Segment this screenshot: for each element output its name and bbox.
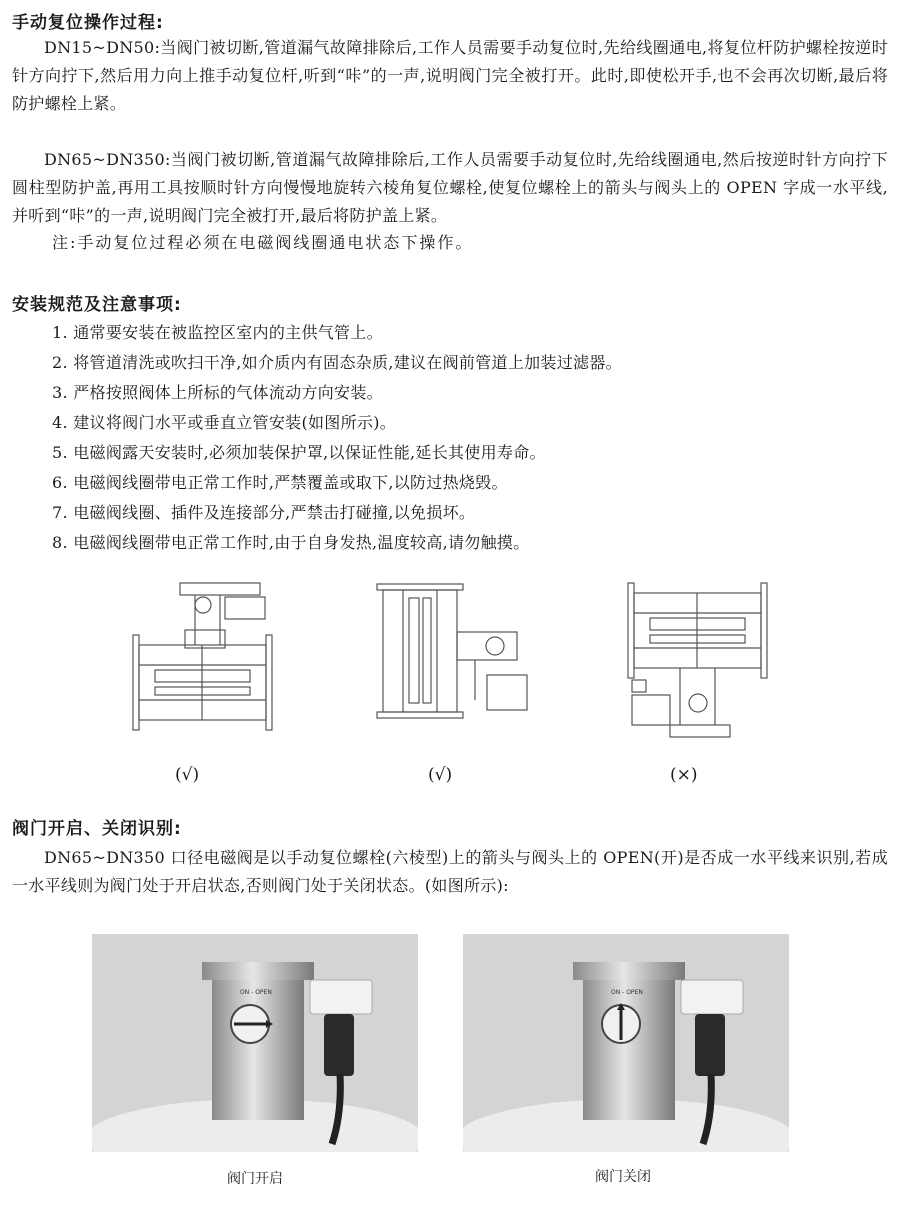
install-diagram-horizontal-up	[125, 575, 280, 740]
reset-note: 注:手动复位过程必须在电磁阀线圈通电状态下操作。	[52, 233, 474, 252]
identify-paragraph: DN65~DN350 口径电磁阀是以手动复位螺栓(六棱型)上的箭头与阀头上的 OPEN(开)是否成一水平线来识别,若成一水平线则为阀门处于开启状态,否则阀门处于关闭状态。(如图所示):	[12, 848, 888, 895]
reset-paragraph-small: DN15~DN50:当阀门被切断,管道漏气故障排除后,工作人员需要手动复位时,先给线圈通电,将复位杆防护螺栓按逆时针方向拧下,然后用力向上推手动复位杆,听到“咔”的一声,说明阀门完全被打开。此时,即使松开手,也不会再次切断,最后将防护螺栓上紧。	[12, 38, 888, 113]
valve-closed-photo	[463, 934, 789, 1152]
install-item: 3. 严格按照阀体上所标的气体流动方向安装。	[52, 383, 383, 402]
install-item: 7. 电磁阀线圈、插件及连接部分,严禁击打碰撞,以免损坏。	[52, 503, 476, 522]
valve-closed-caption: 阀门关闭	[595, 1169, 651, 1185]
install-item: 6. 电磁阀线圈带电正常工作时,严禁覆盖或取下,以防过热烧毁。	[52, 473, 508, 492]
identify-title: 阀门开启、关闭识别:	[12, 819, 182, 839]
install-item: 2. 将管道清洗或吹扫干净,如介质内有固态杂质,建议在阀前管道上加装过滤器。	[52, 353, 622, 372]
install-item: 5. 电磁阀露天安装时,必须加装保护罩,以保证性能,延长其使用寿命。	[52, 443, 546, 462]
install-item: 4. 建议将阀门水平或垂直立管安装(如图所示)。	[52, 413, 397, 432]
valve-open-label: ON - OPEN	[240, 989, 272, 996]
install-item: 1. 通常要安装在被监控区室内的主供气管上。	[52, 323, 383, 342]
install-diagram-vertical	[375, 580, 535, 725]
install-diagram-horizontal-down	[620, 575, 775, 750]
wrong-mark: (×)	[670, 765, 698, 785]
install-title: 安装规范及注意事项:	[12, 295, 182, 315]
correct-mark: (√)	[175, 765, 200, 785]
valve-closed-label: ON - OPEN	[611, 989, 643, 996]
reset-title: 手动复位操作过程:	[12, 13, 164, 33]
install-item: 8. 电磁阀线圈带电正常工作时,由于自身发热,温度较高,请勿触摸。	[52, 533, 530, 552]
valve-open-photo	[92, 934, 418, 1152]
correct-mark: (√)	[428, 765, 453, 785]
valve-open-caption: 阀门开启	[227, 1171, 283, 1187]
reset-paragraph-large: DN65~DN350:当阀门被切断,管道漏气故障排除后,工作人员需要手动复位时,先给线圈通电,然后按逆时针方向拧下圆柱型防护盖,再用工具按顺时针方向慢慢地旋转六棱角复位螺栓,使复位螺栓上的箭头与阀头上的 OPEN 字成一水平线,并听到“咔”的一声,说明阀门完全被打开,最后将防护盖上紧。	[12, 150, 888, 225]
